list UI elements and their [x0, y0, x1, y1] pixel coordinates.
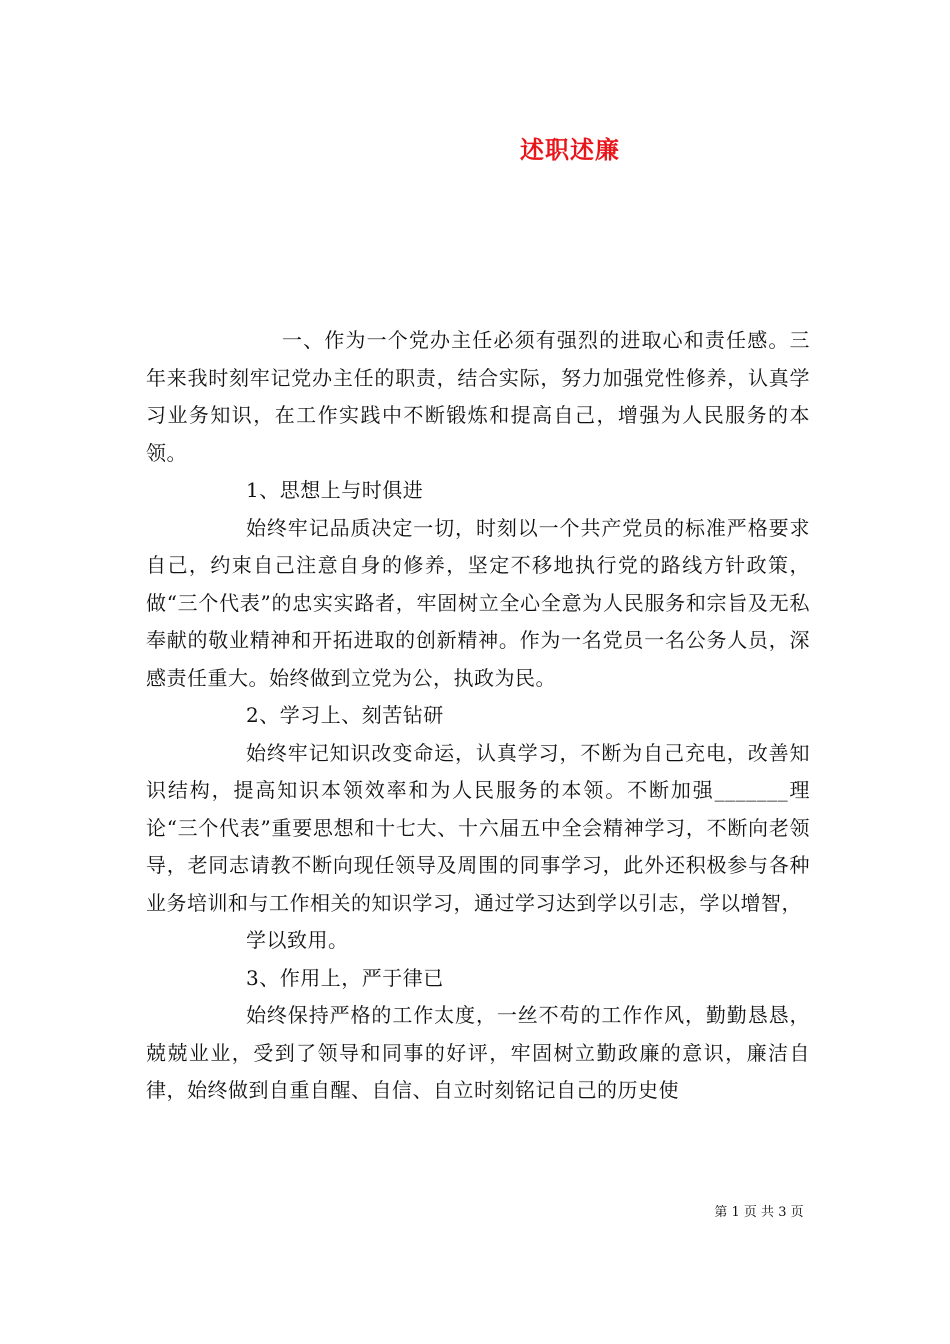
document-title: 述职述廉	[520, 135, 620, 164]
heading-conduct: 3、作用上，严于律已	[246, 965, 444, 990]
paragraph-section-one: 一、作为一个党办主任必须有强烈的进取心和责任感。三年来我时刻牢记党办主任的职责，结合实际，努力加强党性修养，认真学习业务知识，在工作实践中不断锻炼和提高自己，增强为人民服务的本领。	[146, 328, 810, 465]
page-number: 第 1 页 共 3 页	[714, 1205, 804, 1220]
heading-study: 2、学习上、刻苦钻研	[246, 703, 444, 727]
paragraph-conduct: 始终保持严格的工作太度，一丝不苟的工作作风，勤勤恳恳，兢兢业业，受到了领导和同事的好评，牢固树立勤政廉的意识，廉洁自律，始终做到自重自醒、自信、自立时刻铭记自己的历史使	[146, 1003, 810, 1102]
paragraph-thought: 始终牢记品质决定一切，时刻以一个共产党员的标准严格要求自己，约束自己注意自身的修养，坚定不移地执行党的路线方针政策，做“三个代表”的忠实实路者，牢固树立全心全意为人民服务和宗旨及无私奉献的敬业精神和开拓进取的创新精神。作为一名党员一名公务人员，深感责任重大。始终做到立党为公，执政为民。	[146, 515, 810, 690]
paragraph-study-end: 学以致用。	[246, 928, 349, 952]
document-body	[146, 322, 810, 1110]
paragraph-study: 始终牢记知识改变命运，认真学习，不断为自己充电，改善知识结构，提高知识本领效率和为人民服务的本领。不断加强_______理论“三个代表”重要思想和十七大、十六届五中全会精神学习，不断向老领导，老同志请教不断向现任领导及周围的同事学习，此外还积极参与各种业务培训和与工作相关的知识学习，通过学习达到学以引志，学以增智，	[146, 740, 810, 915]
heading-thought: 1、思想上与时俱进	[246, 478, 424, 502]
